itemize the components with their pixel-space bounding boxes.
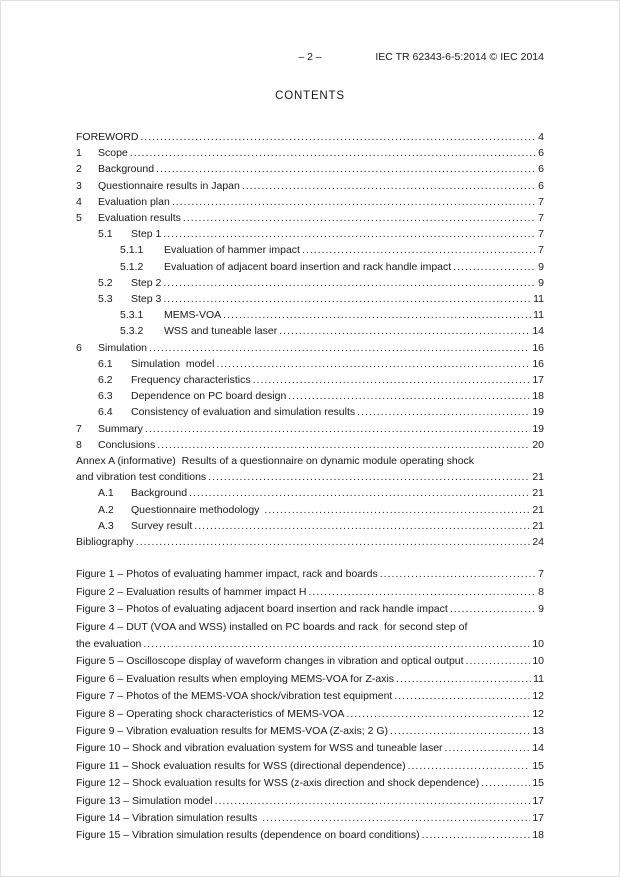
- leader-dots-icon: [136, 534, 531, 550]
- toc-entry-label: Frequency characteristics: [131, 374, 251, 387]
- toc-page-number: 4: [538, 131, 544, 143]
- toc-entry-label: Step 3: [131, 293, 162, 306]
- toc-page-number: 7: [538, 212, 544, 225]
- figure-entry-label: Figure 13 – Simulation model: [76, 794, 213, 807]
- toc-entry-number: 8: [76, 438, 82, 451]
- figure-entry: [76, 775, 544, 792]
- toc-entry: [76, 518, 544, 534]
- figure-entry-label: Figure 10 – Shock and vibration evaluation system for WSS and tuneable laser: [76, 742, 443, 755]
- toc-entry: [76, 161, 544, 177]
- toc-entry-label: Summary: [98, 422, 143, 435]
- figure-entry-label: Figure 2 – Evaluation results of hammer impact H: [76, 585, 307, 598]
- toc-entry-continuation: [76, 469, 544, 485]
- leader-dots-icon: [262, 810, 530, 827]
- page-header: [76, 51, 544, 65]
- leader-dots-icon: [380, 566, 536, 583]
- page-number-marker: – 2 –: [298, 51, 322, 63]
- figure-page-number: 10: [532, 637, 544, 650]
- toc-entry-number: 5.1: [98, 228, 113, 241]
- toc-entry: Annex A (informative) Results of a questionnaire on dynamic module operating shock: [76, 455, 475, 468]
- toc-page-number: 6: [538, 147, 544, 160]
- toc-entry-number: 4: [76, 195, 82, 208]
- figure-entry: [76, 740, 544, 757]
- toc-entry: [76, 194, 544, 210]
- toc-entry-label: Evaluation results: [98, 212, 181, 225]
- figure-entry: [76, 584, 544, 601]
- toc-entry-number: 5.1.1: [120, 244, 144, 257]
- toc-page-number: 19: [532, 422, 544, 435]
- toc-entry-number: 6.2: [98, 374, 113, 387]
- leader-dots-icon: [396, 671, 531, 688]
- leader-dots-icon: [183, 210, 536, 226]
- figure-page-number: 12: [532, 690, 544, 703]
- leader-dots-icon: [172, 194, 536, 210]
- toc-entry-number: 5.1.2: [120, 260, 144, 273]
- figure-entry: Figure 4 – DUT (VOA and WSS) installed on PC boards and rack for second step of: [76, 620, 468, 633]
- figure-entry-label: Figure 8 – Operating shock characteristics of MEMS-VOA: [76, 707, 345, 720]
- toc-entry: [76, 340, 544, 356]
- toc-entry-number: A.3: [98, 519, 114, 532]
- toc-page-number: 14: [532, 325, 544, 338]
- leader-dots-icon: [450, 601, 536, 618]
- figure-entry-label: Figure 9 – Vibration evaluation results for MEMS-VOA (Z-axis; 2 G): [76, 724, 389, 737]
- toc-entry: [76, 129, 544, 145]
- toc-entry-label: Background: [98, 163, 155, 176]
- figure-page-number: 10: [532, 655, 544, 668]
- leader-dots-icon: [394, 688, 530, 705]
- toc-entry-label: Step 1: [131, 228, 162, 241]
- leader-dots-icon: [145, 421, 530, 437]
- toc-entry: [76, 323, 544, 339]
- toc-entry-label: MEMS-VOA: [164, 309, 222, 322]
- toc-entry: [76, 534, 544, 550]
- leader-dots-icon: [264, 502, 530, 518]
- toc-entry-number: 5.3.2: [120, 325, 144, 338]
- leader-dots-icon: [163, 291, 531, 307]
- toc-entry: [76, 226, 544, 242]
- figure-entry-label: Figure 3 – Photos of evaluating adjacent board insertion and rack handle impact: [76, 603, 448, 616]
- toc-entry-label: Questionnaire methodology: [131, 503, 263, 516]
- toc-page-number: 11: [533, 293, 544, 306]
- toc-entry-number: 5.3: [98, 293, 113, 306]
- toc-entry-number: 3: [76, 179, 82, 192]
- toc-page-number: 21: [532, 487, 544, 500]
- leader-dots-icon: [189, 485, 530, 501]
- toc-entry-label: and vibration test conditions: [76, 471, 207, 484]
- figure-entry-label: Figure 1 – Photos of evaluating hammer impact, rack and boards: [76, 568, 378, 581]
- toc-entry-number: 7: [76, 422, 82, 435]
- toc-entry: [76, 275, 544, 291]
- toc-entry-number: 6.4: [98, 406, 113, 419]
- toc-entry-label: Survey result: [131, 519, 193, 532]
- leader-dots-icon: [208, 469, 530, 485]
- figure-entry-label: Figure 14 – Vibration simulation results: [76, 811, 261, 824]
- figure-entry: [76, 566, 544, 583]
- toc-entry: [76, 242, 544, 258]
- figure-entry: [76, 723, 544, 740]
- toc-page-number: 7: [538, 228, 544, 241]
- toc-entry-label: Simulation model: [131, 357, 215, 370]
- toc-entry-label: Questionnaire results in Japan: [98, 179, 240, 192]
- leader-dots-icon: [288, 388, 530, 404]
- figure-entry: [76, 688, 544, 705]
- toc-entry-number: A.2: [98, 503, 114, 516]
- toc-entry-label: Evaluation of adjacent board insertion and rack handle impact: [164, 260, 452, 273]
- leader-dots-icon: [156, 161, 536, 177]
- leader-dots-icon: [346, 706, 530, 723]
- leader-dots-icon: [163, 275, 536, 291]
- toc-entry-label: WSS and tuneable laser: [164, 325, 278, 338]
- leader-dots-icon: [130, 145, 536, 161]
- toc-entry-label: Scope: [98, 147, 128, 160]
- figure-entry: [76, 827, 544, 844]
- leader-dots-icon: [302, 242, 536, 258]
- figure-page-number: 7: [538, 568, 544, 581]
- figure-entry: [76, 706, 544, 723]
- toc-entry-number: 1: [76, 147, 82, 160]
- figure-entry: [76, 601, 544, 618]
- figure-page-number: 12: [532, 707, 544, 720]
- leader-dots-icon: [408, 758, 531, 775]
- toc-page-number: 21: [532, 519, 544, 532]
- figure-page-number: 9: [538, 603, 544, 616]
- figure-entry: [76, 793, 544, 810]
- toc-page-number: 20: [532, 438, 544, 451]
- figure-entry-label: the evaluation: [76, 637, 142, 650]
- figure-page-number: 15: [532, 759, 544, 772]
- toc-entry: [76, 178, 544, 194]
- figure-page-number: 17: [532, 794, 544, 807]
- toc-entry-number: 6.3: [98, 390, 113, 403]
- leader-dots-icon: [481, 775, 530, 792]
- toc-page-number: 6: [538, 179, 544, 192]
- toc-page-number: 24: [532, 536, 544, 549]
- leader-dots-icon: [149, 340, 530, 356]
- toc-entry: [76, 404, 544, 420]
- toc-entry-number: 6: [76, 341, 82, 354]
- figure-entry-label: Figure 7 – Photos of the MEMS-VOA shock/vibration test equipment: [76, 690, 393, 703]
- figure-entry-label: Figure 5 – Oscilloscope display of waveform changes in vibration and optical output: [76, 655, 464, 668]
- leader-dots-icon: [390, 723, 530, 740]
- toc-entry-number: 5.2: [98, 276, 113, 289]
- toc-entry-number: 6.1: [98, 357, 113, 370]
- leader-dots-icon: [157, 437, 530, 453]
- toc-page-number: 21: [532, 503, 544, 516]
- toc-page-number: 16: [532, 341, 544, 354]
- leader-dots-icon: [466, 653, 531, 670]
- figure-entry-continuation: [76, 636, 544, 653]
- toc-entry-label: Bibliography: [76, 536, 134, 549]
- toc-entry-label: Dependence on PC board design: [131, 390, 287, 403]
- leader-dots-icon: [253, 372, 531, 388]
- leader-dots-icon: [163, 226, 536, 242]
- figure-page-number: 11: [533, 672, 544, 685]
- toc-entry: [76, 210, 544, 226]
- toc-page-number: 6: [538, 163, 544, 176]
- toc-entry-number: 5: [76, 212, 82, 225]
- figure-entry-label: Figure 11 – Shock evaluation results for WSS (directional dependence): [76, 759, 406, 772]
- toc-entry-label: Conclusions: [98, 438, 156, 451]
- contents-title: CONTENTS: [275, 90, 345, 102]
- document-id: IEC TR 62343-6-5:2014 © IEC 2014: [375, 51, 544, 63]
- toc-entry: [76, 291, 544, 307]
- leader-dots-icon: [223, 307, 531, 323]
- leader-dots-icon: [453, 259, 536, 275]
- toc-page-number: 18: [532, 390, 544, 403]
- figure-entry: [76, 810, 544, 827]
- toc-entry-label: Evaluation plan: [98, 195, 170, 208]
- toc-entry-label: Simulation: [98, 341, 148, 354]
- figure-entry: [76, 671, 544, 688]
- toc-page-number: 7: [538, 244, 544, 257]
- toc-page-number: 9: [538, 260, 544, 273]
- figure-page-number: 8: [538, 585, 544, 598]
- toc-entry-number: 2: [76, 163, 82, 176]
- figures-list: [76, 566, 544, 845]
- toc-page-number: 19: [532, 406, 544, 419]
- leader-dots-icon: [216, 356, 530, 372]
- leader-dots-icon: [445, 740, 531, 757]
- toc-entry-label: Consistency of evaluation and simulation results: [131, 406, 356, 419]
- leader-dots-icon: [422, 827, 531, 844]
- leader-dots-icon: [194, 518, 530, 534]
- toc-entry: [76, 421, 544, 437]
- toc-entry: [76, 388, 544, 404]
- figure-entry-label: Figure 15 – Vibration simulation results (dependence on board conditions): [76, 829, 420, 842]
- toc-entry: [76, 145, 544, 161]
- figure-page-number: 13: [532, 724, 544, 737]
- leader-dots-icon: [242, 178, 536, 194]
- toc-list: [76, 129, 544, 550]
- toc-page-number: 11: [533, 309, 544, 322]
- leader-dots-icon: [215, 793, 531, 810]
- figure-page-number: 15: [532, 777, 544, 790]
- toc-entry: [76, 356, 544, 372]
- toc-entry-number: A.1: [98, 487, 114, 500]
- toc-page-number: 9: [538, 276, 544, 289]
- toc-entry: [76, 437, 544, 453]
- toc-entry: [76, 485, 544, 501]
- toc-page-number: 16: [532, 357, 544, 370]
- leader-dots-icon: [143, 636, 530, 653]
- toc-page-number: 21: [532, 471, 544, 484]
- leader-dots-icon: [279, 323, 530, 339]
- toc-entry-label: Evaluation of hammer impact: [164, 244, 300, 257]
- figure-entry: [76, 758, 544, 775]
- toc-entry-label: Background: [131, 487, 188, 500]
- figure-page-number: 14: [532, 742, 544, 755]
- toc-entry-label: Step 2: [131, 276, 162, 289]
- toc-entry: [76, 307, 544, 323]
- toc-page-number: 7: [538, 195, 544, 208]
- toc-entry-label: FOREWORD: [76, 131, 139, 143]
- leader-dots-icon: [357, 404, 530, 420]
- figure-page-number: 18: [532, 829, 544, 842]
- toc-entry: [76, 502, 544, 518]
- toc-page-number: 17: [532, 374, 544, 387]
- figure-entry-label: Figure 12 – Shock evaluation results for WSS (z-axis direction and shock dependence): [76, 777, 480, 790]
- leader-dots-icon: [309, 584, 537, 601]
- figure-entry-label: Figure 6 – Evaluation results when employing MEMS-VOA for Z-axis: [76, 672, 395, 685]
- figure-page-number: 17: [532, 811, 544, 824]
- toc-entry: [76, 372, 544, 388]
- leader-dots-icon: [140, 129, 536, 145]
- figure-entry: [76, 653, 544, 670]
- toc-entry-number: 5.3.1: [120, 309, 144, 322]
- toc-entry: [76, 259, 544, 275]
